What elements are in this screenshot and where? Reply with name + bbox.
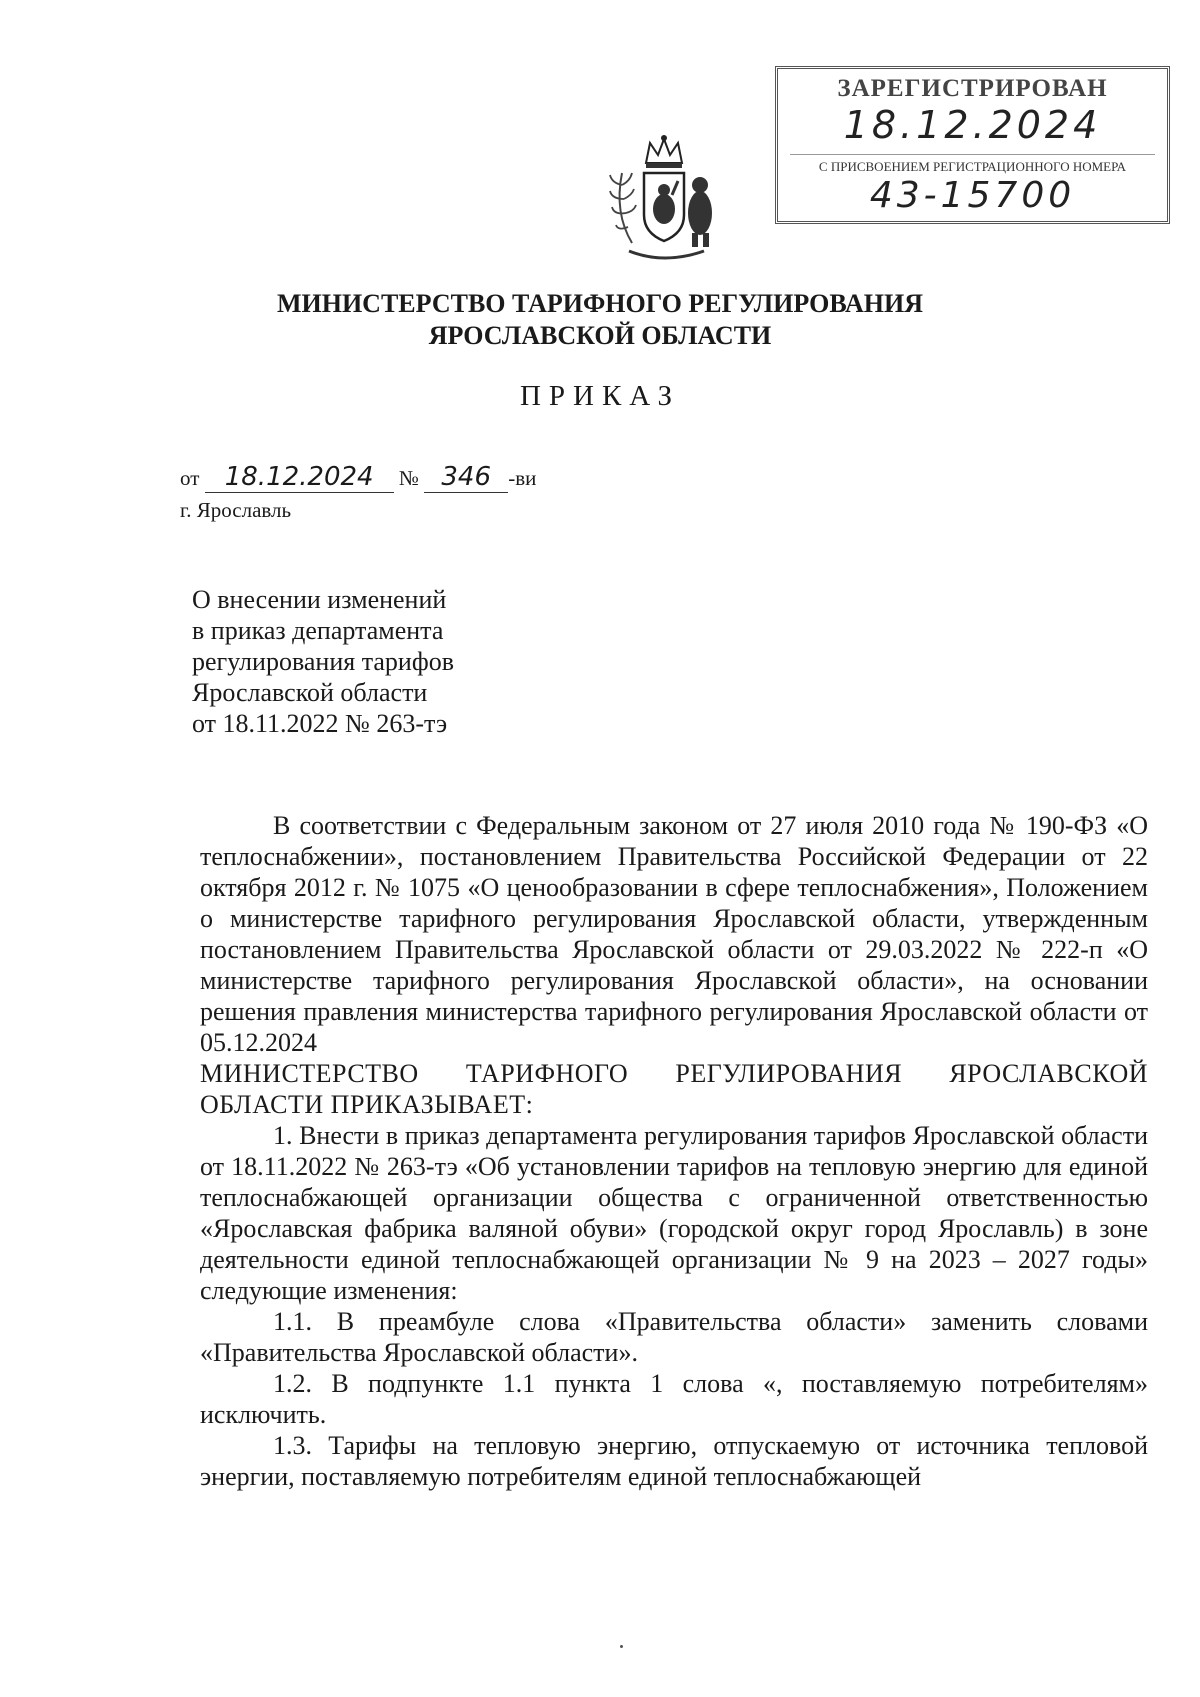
order-date: 18.12.2024 xyxy=(205,462,394,493)
subject-line: регулирования тарифов xyxy=(192,647,454,676)
registration-stamp xyxy=(775,66,1170,224)
subject-line: Ярославской области xyxy=(192,678,428,707)
order-body xyxy=(200,810,1148,1492)
orders-paragraph: МИНИСТЕРСТВО ТАРИФНОГО РЕГУЛИРОВАНИЯ ЯРОСЛАВСКОЙ ОБЛАСТИ ПРИКАЗЫВАЕТ: xyxy=(200,1059,1148,1119)
document-type: ПРИКАЗ xyxy=(519,380,681,412)
ministry-line-1: МИНИСТЕРСТВО ТАРИФНОГО РЕГУЛИРОВАНИЯ xyxy=(276,289,924,318)
stamp-title: ЗАРЕГИСТРИРОВАН xyxy=(837,75,1108,102)
order-subject xyxy=(192,584,532,739)
clause-1-3: 1.3. Тарифы на тепловую энергию, отпускаемую от источника тепловой энергии, поставляемую потребителям единой теплоснабжающей xyxy=(200,1431,1148,1491)
preamble-paragraph: В соответствии с Федеральным законом от 27 июля 2010 года № 190-ФЗ «О теплоснабжении», постановлением Правительства Российской Федерации от 22 октября 2012 г. № 1075 «О ценообразовании в сфере теплоснабжения», Положением о министерстве тарифного регулирования Ярославской области, утвержденным постановлением Правительства Ярославской области от 29.03.2022 № 222-п «О министерстве тарифного регулирования Ярославской области», на основании решения правления министерства тарифного регулирования Ярославской области от 05.12.2024 xyxy=(200,811,1148,1057)
subject-line: в приказ департамента xyxy=(192,616,444,645)
stamp-subtitle: С ПРИСВОЕНИЕМ РЕГИСТРАЦИОННОГО НОМЕРА xyxy=(818,159,1127,174)
stamp-number: 43-15700 xyxy=(869,175,1076,216)
number-label: № xyxy=(398,466,419,490)
subject-line: от 18.11.2022 № 263-тэ xyxy=(192,709,448,738)
clause-1-1: 1.1. В преамбуле слова «Правительства области» заменить словами «Правительства Ярославской области». xyxy=(200,1307,1148,1367)
order-date-line xyxy=(180,462,536,493)
order-number: 346 xyxy=(424,462,508,493)
ministry-line-2: ЯРОСЛАВСКОЙ ОБЛАСТИ xyxy=(428,321,772,350)
clause-1-2: 1.2. В подпункте 1.1 пункта 1 слова «, поставляемую потребителям» исключить. xyxy=(200,1369,1148,1429)
page-mark xyxy=(620,1645,623,1648)
coat-of-arms-icon xyxy=(604,133,724,268)
ministry-name xyxy=(200,288,1000,352)
order-city: г. Ярославль xyxy=(180,498,292,522)
stamp-divider xyxy=(790,154,1155,155)
from-label: от xyxy=(180,466,200,490)
clause-1: 1. Внести в приказ департамента регулирования тарифов Ярославской области от 18.11.2022 № 263-тэ «Об установлении тарифов на тепловую энергию для единой теплоснабжающей организации общества с ограниченной ответственностью «Ярославская фабрика валяной обуви» (городской округ город Ярославль) в зоне деятельности единой теплоснабжающей организации № 9 на 2023 – 2027 годы» следующие изменения: xyxy=(200,1121,1148,1305)
subject-line: О внесении изменений xyxy=(192,585,447,614)
order-suffix: -ви xyxy=(508,466,537,490)
stamp-date: 18.12.2024 xyxy=(843,103,1102,147)
